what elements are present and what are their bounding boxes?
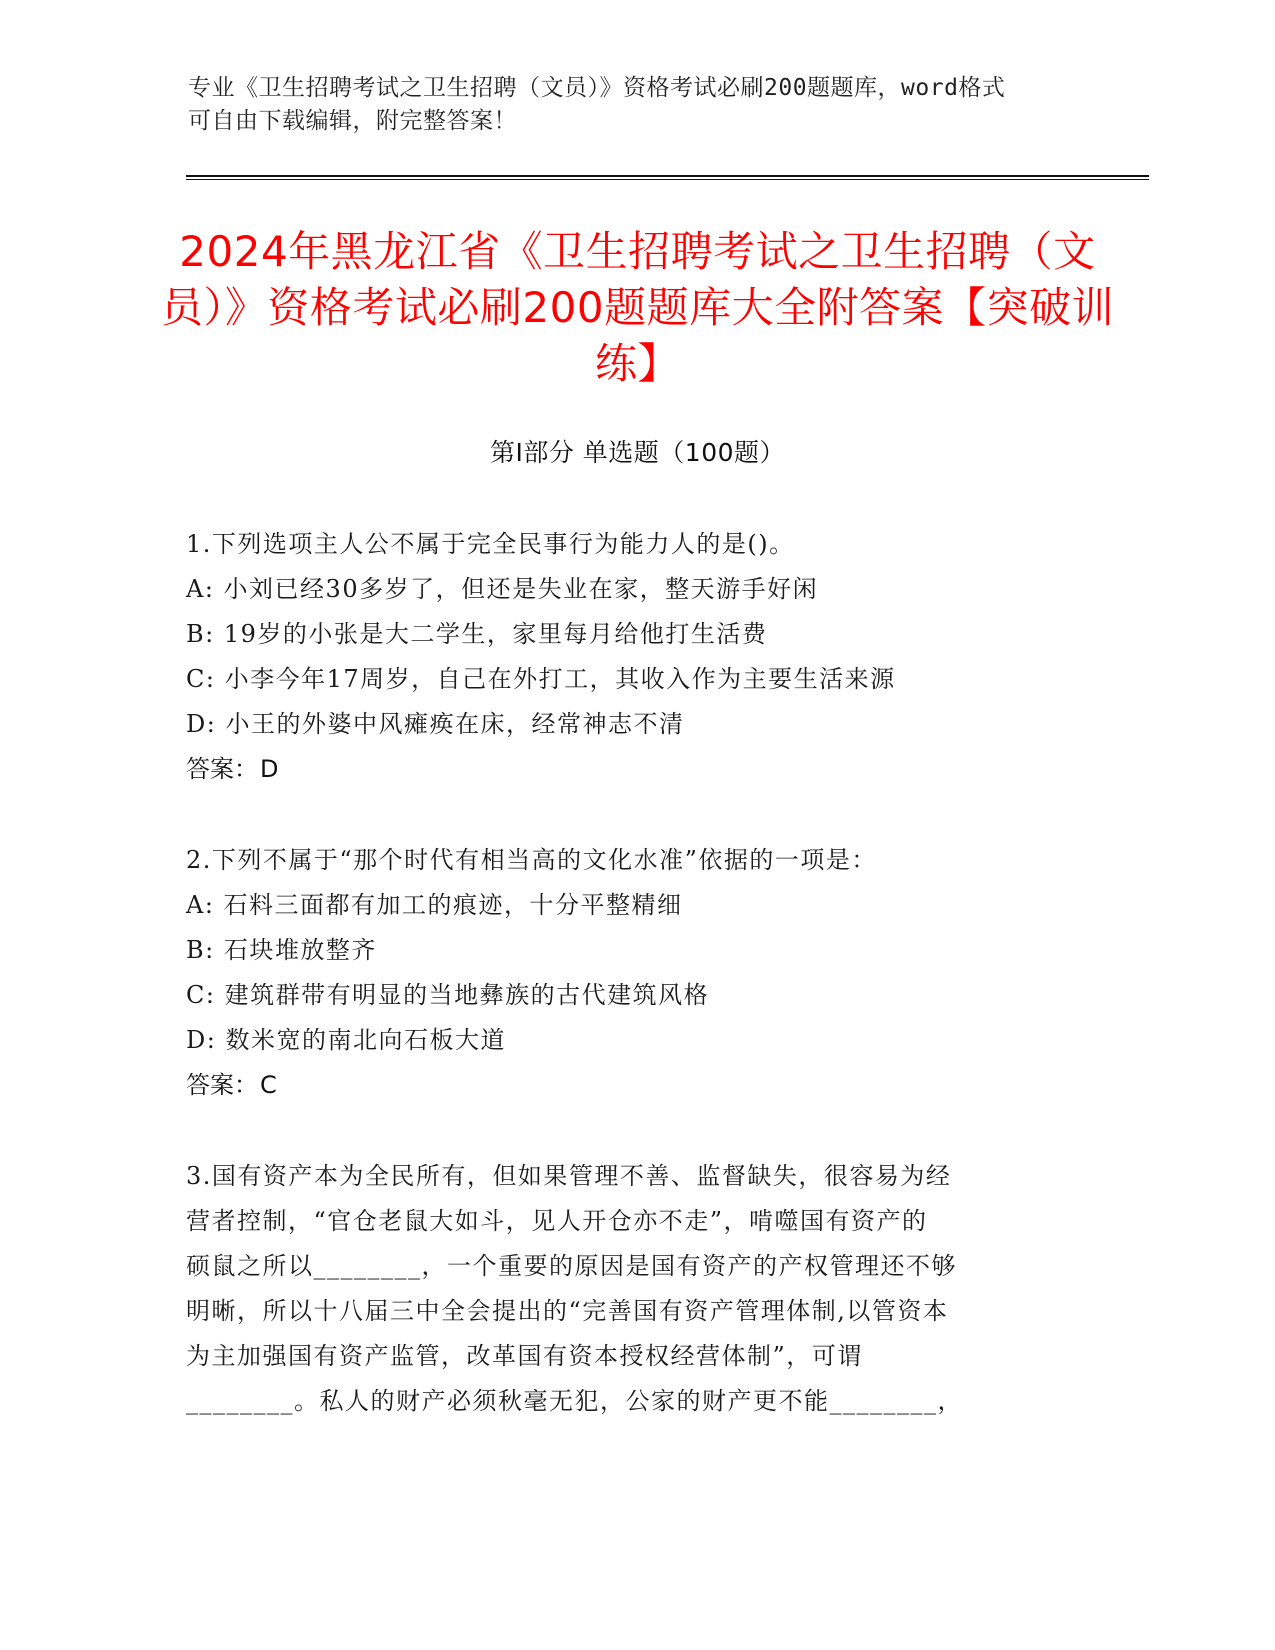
question-stem-line-5: 为主加强国有资产监管，改革国有资本授权经营体制”，可谓 bbox=[186, 1342, 863, 1370]
option-a: A: 小刘已经30多岁了，但还是失业在家，整天游手好闲 bbox=[186, 575, 819, 603]
question-stem-line-1: 3.国有资产本为全民所有，但如果管理不善、监督缺失，很容易为经 bbox=[186, 1162, 952, 1190]
answer bbox=[186, 747, 1086, 792]
option-d: D: 数米宽的南北向石板大道 bbox=[186, 1026, 506, 1054]
option-d: D: 小王的外婆中风瘫痪在床，经常神志不清 bbox=[186, 710, 685, 738]
question-stem-line-3: 硕鼠之所以________，一个重要的原因是国有资产的产权管理还不够 bbox=[186, 1252, 957, 1280]
question-3 bbox=[186, 1154, 1086, 1424]
question-stem-line-4: 明晰，所以十八届三中全会提出的“完善国有资产管理体制,以管资本 bbox=[186, 1297, 949, 1325]
question-stem-line-6: ________。私人的财产必须秋毫无犯，公家的财产更不能________， bbox=[186, 1387, 963, 1415]
question-stem: 1.下列选项主人公不属于完全民事行为能力人的是()。 bbox=[186, 530, 795, 558]
header-note bbox=[188, 72, 1058, 138]
question-list bbox=[186, 522, 1086, 1470]
answer-value: D bbox=[260, 755, 279, 783]
question-1 bbox=[186, 522, 1086, 792]
header-divider bbox=[186, 175, 1149, 180]
option-b: B: 石块堆放整齐 bbox=[186, 936, 377, 964]
answer-label: 答案： bbox=[186, 755, 258, 783]
option-b: B: 19岁的小张是大二学生，家里每月给他打生活费 bbox=[186, 620, 768, 648]
answer-label: 答案： bbox=[186, 1071, 258, 1099]
section-heading: 第I部分 单选题（100题） bbox=[489, 438, 786, 467]
answer bbox=[186, 1063, 1086, 1108]
question-stem: 2.下列不属于“那个时代有相当高的文化水准”依据的一项是： bbox=[186, 846, 877, 874]
option-a: A: 石料三面都有加工的痕迹，十分平整精细 bbox=[186, 891, 683, 919]
question-stem-line-2: 营者控制，“官仓老鼠大如斗，见人开仓亦不走”，啃噬国有资产的 bbox=[186, 1207, 928, 1235]
option-c: C: 建筑群带有明显的当地彝族的古代建筑风格 bbox=[186, 981, 710, 1009]
question-2 bbox=[186, 838, 1086, 1108]
document-title: 2024年黑龙江省《卫生招聘考试之卫生招聘（文员）》资格考试必刷200题题库大全附答案【突破训练】 bbox=[160, 227, 1115, 388]
option-c: C: 小李今年17周岁，自己在外打工，其收入作为主要生活来源 bbox=[186, 665, 896, 693]
answer-value: C bbox=[260, 1071, 277, 1099]
header-note-line-2: 可自由下载编辑，附完整答案！ bbox=[188, 108, 517, 134]
header-note-line-1: 专业《卫生招聘考试之卫生招聘（文员）》资格考试必刷200题题库，word格式 bbox=[188, 75, 1006, 101]
